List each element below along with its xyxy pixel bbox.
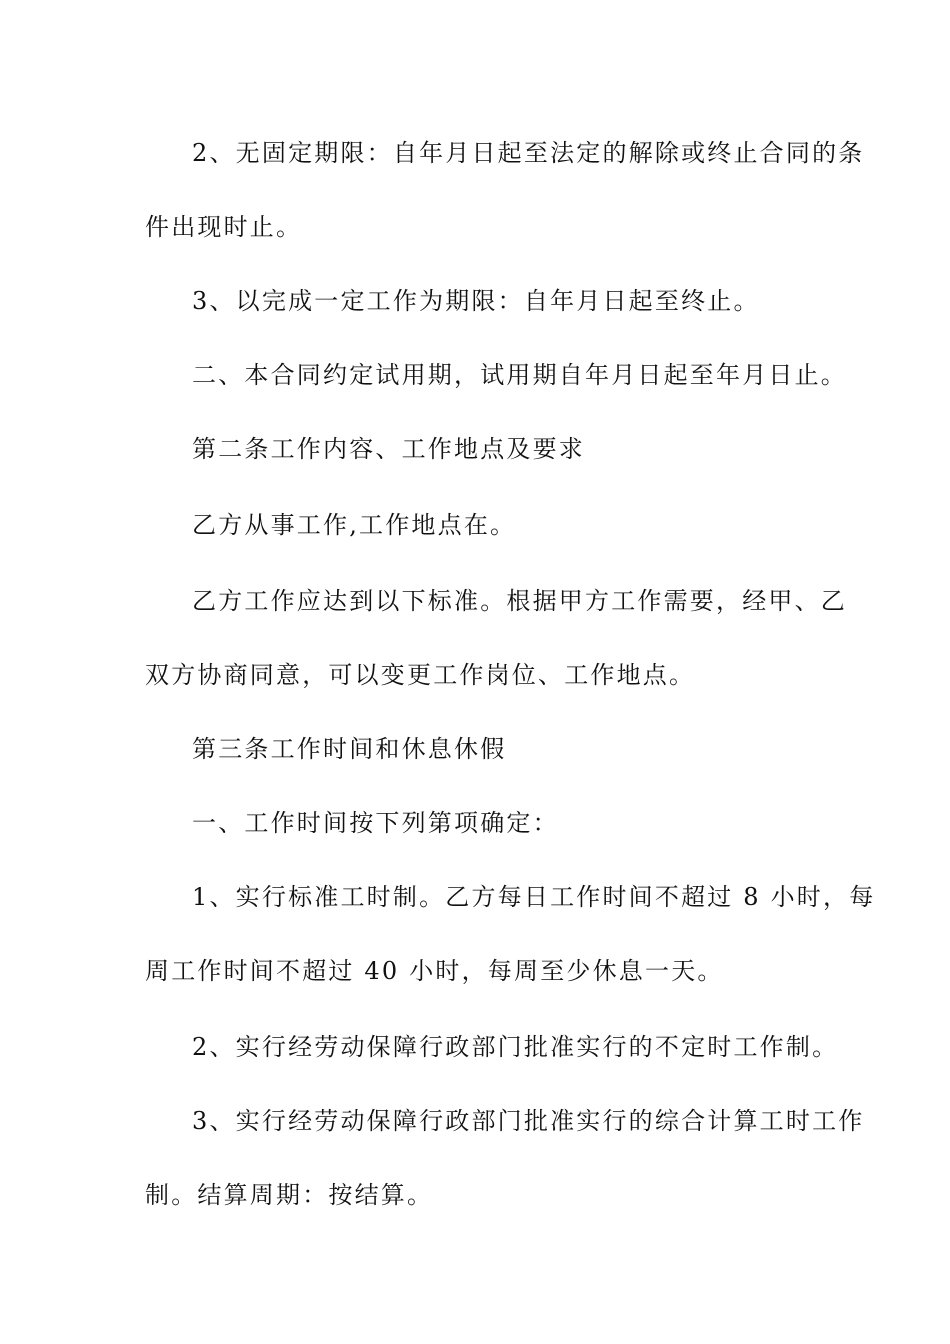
- text-line: 制。结算周期：按结算。: [145, 1181, 434, 1209]
- text-line: 3、以完成一定工作为期限：自年月日起至终止。: [192, 287, 760, 315]
- section-heading: 第三条工作时间和休息休假: [192, 735, 507, 763]
- text-line: 乙方从事工作,工作地点在。: [192, 511, 517, 539]
- text-line: 一、工作时间按下列第项确定：: [192, 809, 559, 837]
- text-line: 乙方工作应达到以下标准。根据甲方工作需要，经甲、乙: [192, 587, 847, 615]
- text-line: 2、实行经劳动保障行政部门批准实行的不定时工作制。: [192, 1033, 839, 1061]
- text-line: 二、本合同约定试用期，试用期自年月日起至年月日止。: [192, 361, 847, 389]
- text-line: 周工作时间不超过 40 小时，每周至少休息一天。: [145, 957, 724, 985]
- section-heading: 第二条工作内容、工作地点及要求: [192, 435, 585, 463]
- text-line: 1、实行标准工时制。乙方每日工作时间不超过 8 小时，每: [192, 883, 876, 911]
- text-line: 2、无固定期限：自年月日起至法定的解除或终止合同的条: [192, 139, 865, 167]
- text-line: 3、实行经劳动保障行政部门批准实行的综合计算工时工作: [192, 1107, 865, 1135]
- text-line: 件出现时止。: [145, 213, 303, 241]
- text-line: 双方协商同意，可以变更工作岗位、工作地点。: [145, 661, 696, 689]
